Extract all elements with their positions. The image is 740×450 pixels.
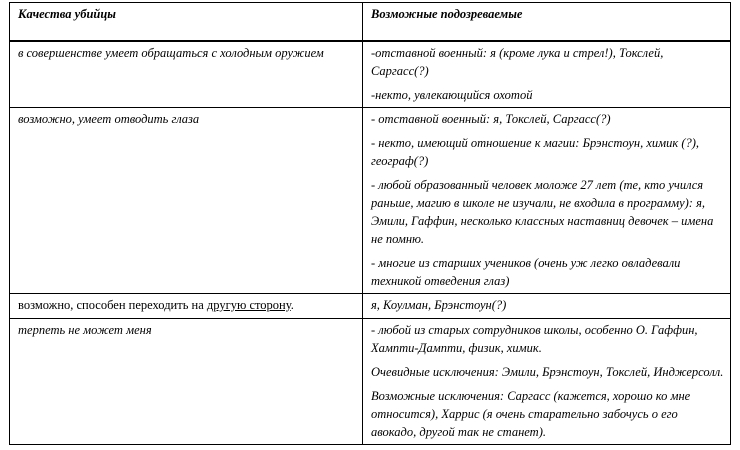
suspect-line: я, Коулман, Брэнстоун(?)	[371, 298, 507, 312]
suspect-line: -отставной военный: я (кроме лука и стрел!), Токслей, Саргасс(?)	[371, 46, 664, 78]
table-row	[10, 319, 731, 445]
suspect-line: - отставной военный: я, Токслей, Саргасс(?)	[371, 112, 611, 126]
suspects-cell	[363, 319, 731, 445]
header-suspects: Возможные подозреваемые	[363, 3, 731, 42]
quality-text-before: возможно, способен переходить на	[18, 298, 207, 312]
suspect-line: - любой образованный человек моложе 27 лет (те, кто учился раньше, магию в школе не изучали, не входила в программу): я, Эмили, Гаффин, несколько классных наставниц девочек – имена не помню.	[371, 178, 714, 246]
quality-cell: возможно, умеет отводить глаза	[10, 108, 363, 294]
quality-cell: терпеть не может меня	[10, 319, 363, 445]
other-side-link-text: другую сторону	[206, 298, 291, 312]
suspect-line: Возможные исключения: Саргасс (кажется, хорошо ко мне относится), Харрис (я очень старательно забочусь о его авокадо, другой так не станет).	[371, 389, 691, 439]
suspects-cell	[363, 41, 731, 108]
suspect-line: - любой из старых сотрудников школы, особенно О. Гаффин, Хампти-Дампти, физик, химик.	[371, 323, 698, 355]
quality-text-after: .	[290, 298, 294, 312]
table-row	[10, 41, 731, 108]
suspect-line: -некто, увлекающийся охотой	[371, 88, 533, 102]
quality-cell: в совершенстве умеет обращаться с холодным оружием	[10, 41, 363, 108]
suspect-line: Очевидные исключения: Эмили, Брэнстоун, Токслей, Инджерсолл.	[371, 365, 724, 379]
suspects-cell	[363, 108, 731, 294]
suspects-cell	[363, 294, 731, 319]
table-row	[10, 294, 731, 319]
table-row	[10, 108, 731, 294]
suspects-table	[9, 2, 731, 445]
quality-cell	[10, 294, 363, 319]
header-qualities: Качества убийцы	[10, 3, 363, 42]
table-header-row	[10, 3, 731, 42]
suspect-line: - многие из старших учеников (очень уж легко овладевали техникой отведения глаз)	[371, 256, 681, 288]
suspect-line: - некто, имеющий отношение к магии: Брэнстоун, химик (?), географ(?)	[371, 136, 700, 168]
